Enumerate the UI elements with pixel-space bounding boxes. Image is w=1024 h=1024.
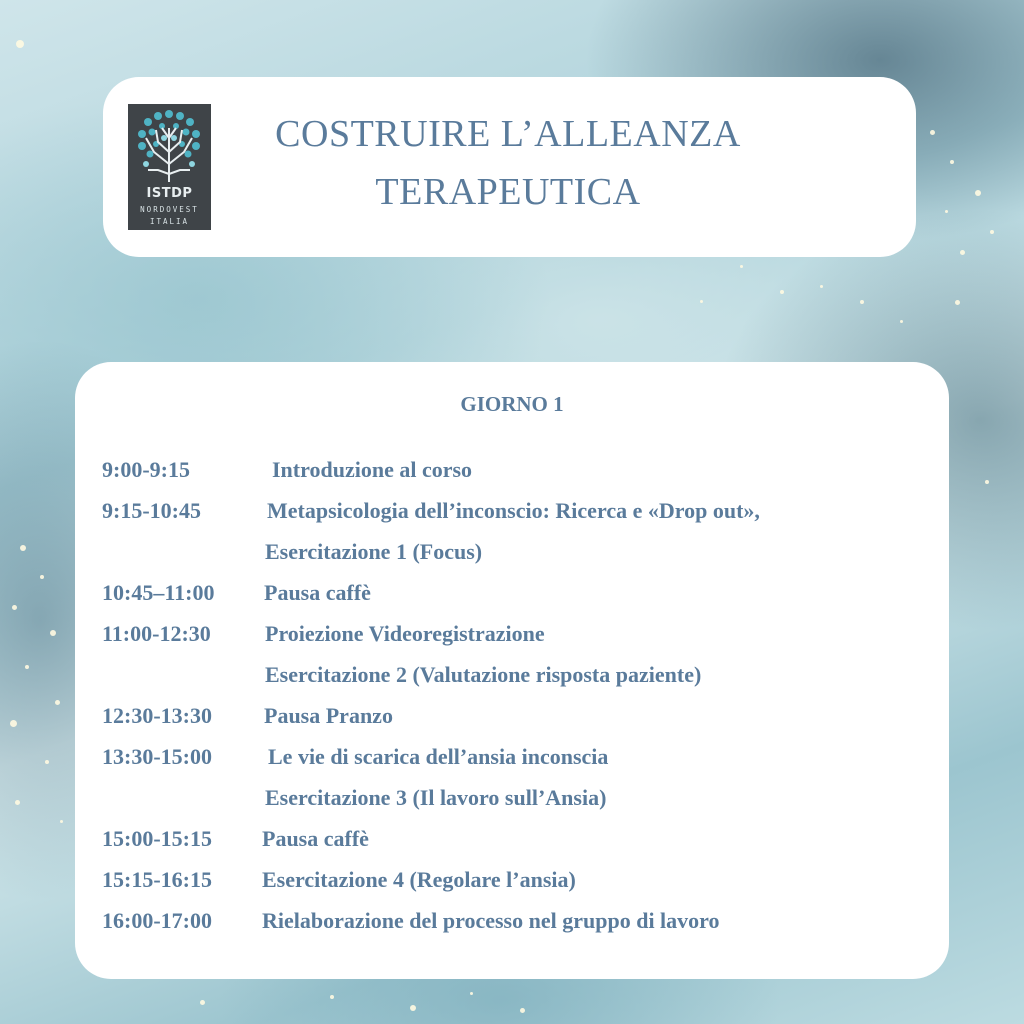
schedule-time: 15:15-16:15 xyxy=(102,867,212,892)
istdp-logo xyxy=(128,104,211,230)
title-card xyxy=(103,77,916,257)
schedule-activity: Pausa caffè xyxy=(262,826,369,851)
schedule-activity: Pausa Pranzo xyxy=(264,703,393,728)
schedule-time: 16:00-17:00 xyxy=(102,908,212,933)
page-title xyxy=(223,105,793,221)
schedule-time: 9:15-10:45 xyxy=(102,498,201,523)
title-line-2: TERAPEUTICA xyxy=(375,171,641,213)
schedule-activity: Esercitazione 4 (Regolare l’ansia) xyxy=(262,867,576,892)
schedule-time: 11:00-12:30 xyxy=(102,621,211,646)
logo-name: ISTDP xyxy=(146,186,193,201)
tree-brain-icon xyxy=(134,108,205,186)
schedule-time: 15:00-15:15 xyxy=(102,826,212,851)
schedule-activity: Pausa caffè xyxy=(264,580,371,605)
schedule-activity: Esercitazione 1 (Focus) xyxy=(265,539,483,564)
day-title: GIORNO 1 xyxy=(460,392,564,416)
schedule-time: 13:30-15:00 xyxy=(102,744,212,769)
schedule-activity: Rielaborazione del processo nel gruppo di lavoro xyxy=(262,908,720,933)
schedule-time: 9:00-9:15 xyxy=(102,457,190,482)
schedule-activity: Proiezione Videoregistrazione xyxy=(265,621,545,646)
schedule-time: 12:30-13:30 xyxy=(102,703,212,728)
title-line-1: COSTRUIRE L’ALLEANZA xyxy=(275,113,741,155)
schedule-activity: Metapsicologia dell’inconscio: Ricerca e «Drop out», xyxy=(267,498,760,523)
schedule-activity: Introduzione al corso xyxy=(272,457,473,482)
schedule-activity: Esercitazione 3 (Il lavoro sull’Ansia) xyxy=(265,785,607,810)
schedule-card xyxy=(75,362,949,979)
logo-subtitle: NORDOVEST xyxy=(140,205,199,214)
schedule-activity: Esercitazione 2 (Valutazione risposta paziente) xyxy=(265,662,702,687)
logo-country: ITALIA xyxy=(149,217,190,226)
schedule-activity: Le vie di scarica dell’ansia inconscia xyxy=(268,744,609,769)
schedule-time: 10:45–11:00 xyxy=(102,580,215,605)
